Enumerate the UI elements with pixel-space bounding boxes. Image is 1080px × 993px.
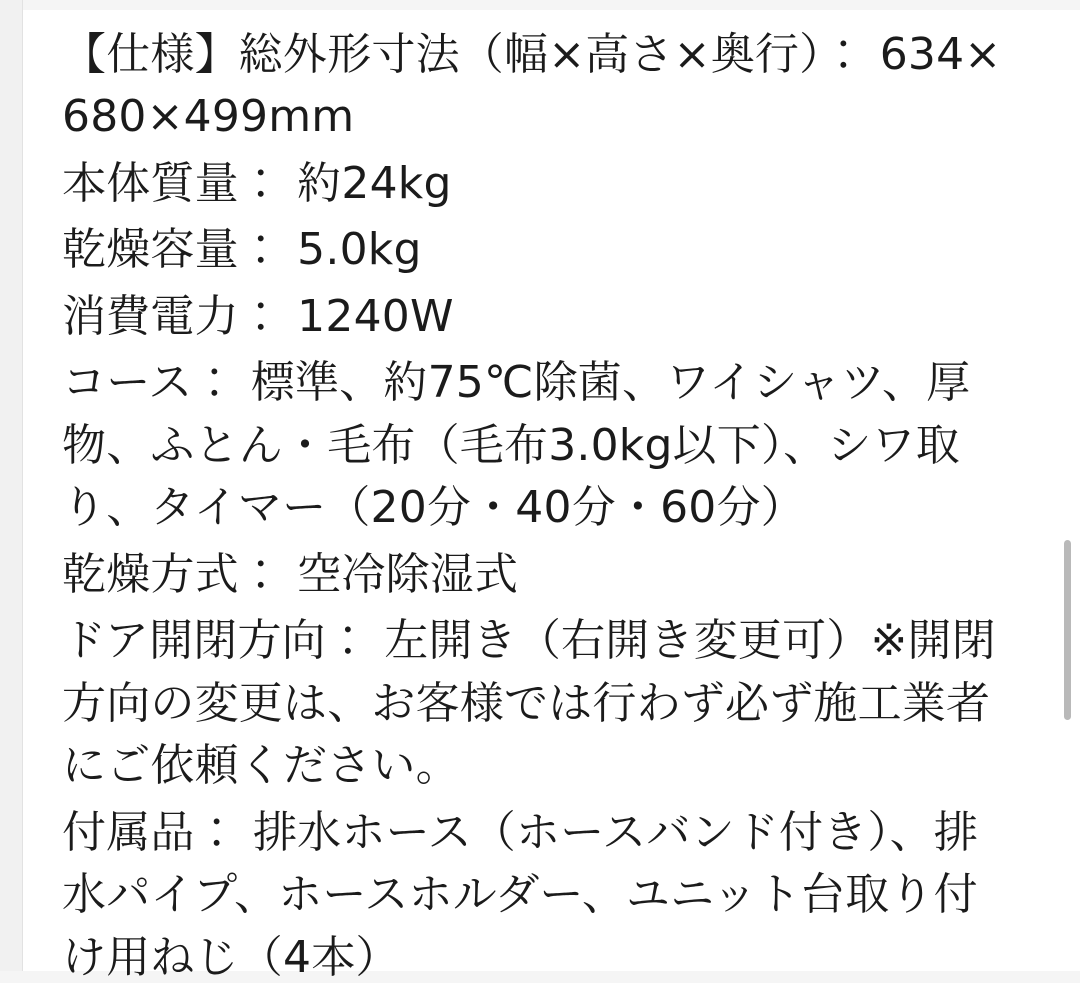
vertical-scrollbar[interactable] [1066, 0, 1076, 983]
spec-line-drying-method: 乾燥方式： 空冷除湿式 [62, 548, 519, 600]
spec-line-door-direction: ドア開閉方向： 左開き（右開き変更可）※開閉方向の変更は、お客様では行わず必ず施工業者にご依頼ください。 [62, 615, 996, 792]
spec-line-courses: コース： 標準、約75℃除菌、ワイシャツ、厚物、ふとん・毛布（毛布3.0kg以下）、シワ取り、タイマー（20分・40分・60分） [62, 357, 971, 534]
spec-line-accessories: 付属品： 排水ホース（ホースバンド付き）、排水パイプ、ホースホルダー、ユニット台取り付け用ねじ（4本） [62, 806, 978, 983]
page-left-edge [0, 0, 23, 983]
page-top-edge [0, 0, 1080, 10]
spec-line-dimensions: 【仕様】総外形寸法（幅×高さ×奥行）： 634×680×499mm [62, 29, 1002, 143]
spec-line-drying-capacity: 乾燥容量： 5.0kg [62, 224, 422, 276]
specification-text-block [62, 24, 1017, 993]
spec-line-weight: 本体質量： 約24kg [62, 157, 452, 209]
scrollbar-thumb[interactable] [1064, 540, 1071, 720]
spec-line-power-consumption: 消費電力： 1240W [62, 290, 454, 342]
